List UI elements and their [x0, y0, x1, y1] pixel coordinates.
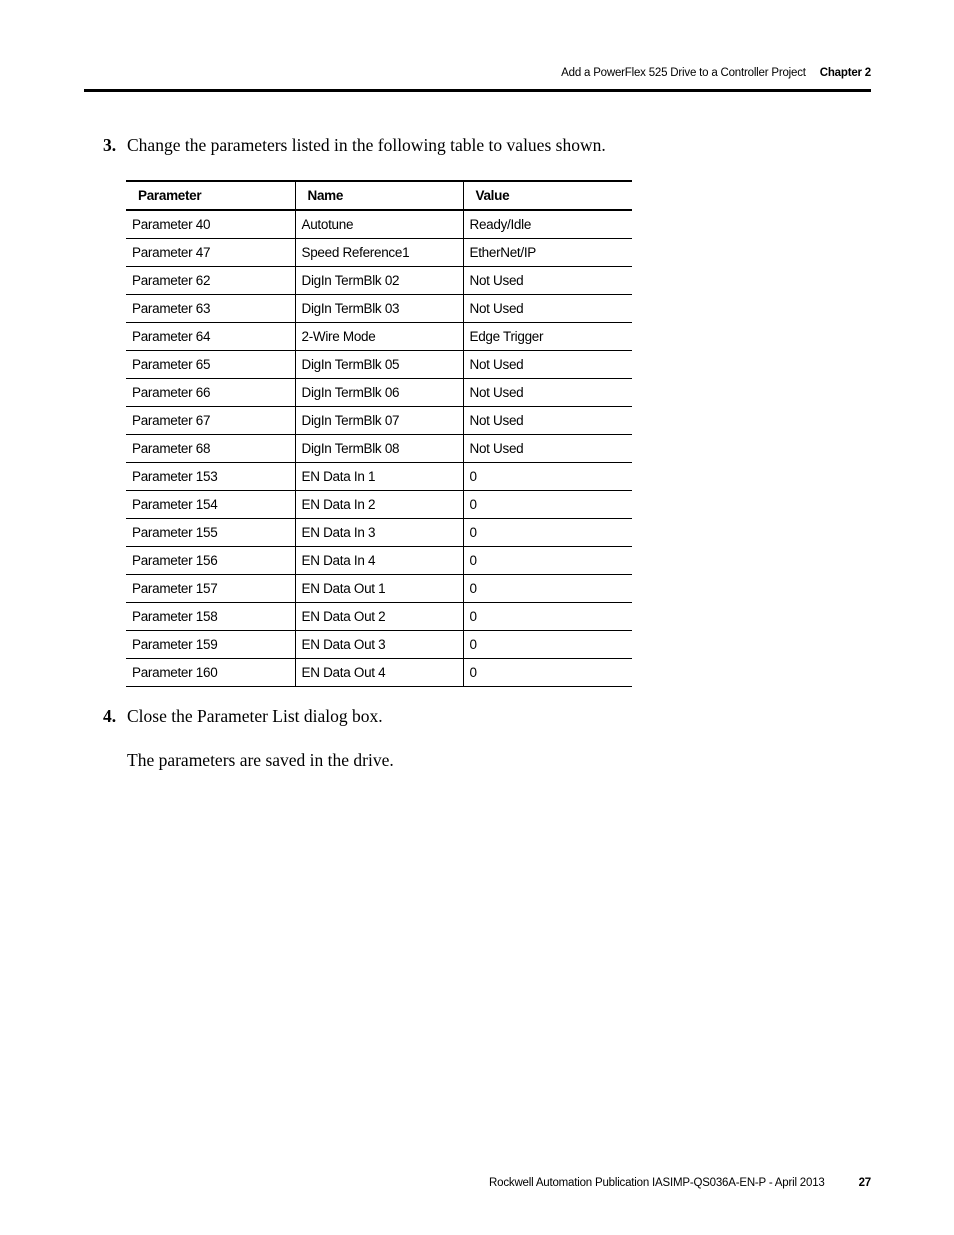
table-row [126, 603, 632, 631]
cell-value: Not Used [463, 295, 632, 323]
cell-name: EN Data Out 4 [295, 659, 463, 687]
page-footer [489, 1177, 871, 1189]
table-row [126, 407, 632, 435]
cell-parameter: Parameter 156 [126, 547, 295, 575]
cell-value: Ready/Idle [463, 210, 632, 239]
cell-name: Speed Reference1 [295, 239, 463, 267]
table-row [126, 435, 632, 463]
table-row [126, 463, 632, 491]
cell-name: Autotune [295, 210, 463, 239]
parameters-table [126, 180, 632, 687]
cell-parameter: Parameter 68 [126, 435, 295, 463]
cell-parameter: Parameter 67 [126, 407, 295, 435]
cell-value: 0 [463, 575, 632, 603]
cell-name: EN Data Out 2 [295, 603, 463, 631]
table-header-value: Value [463, 181, 632, 210]
cell-name: DigIn TermBlk 02 [295, 267, 463, 295]
cell-value: Not Used [463, 407, 632, 435]
table-row [126, 575, 632, 603]
cell-value: EtherNet/IP [463, 239, 632, 267]
cell-name: DigIn TermBlk 05 [295, 351, 463, 379]
cell-value: 0 [463, 463, 632, 491]
cell-name: DigIn TermBlk 07 [295, 407, 463, 435]
table-header-parameter: Parameter [126, 181, 295, 210]
cell-value: Edge Trigger [463, 323, 632, 351]
cell-parameter: Parameter 159 [126, 631, 295, 659]
table-row [126, 267, 632, 295]
table-row [126, 295, 632, 323]
table-row [126, 547, 632, 575]
table-row [126, 491, 632, 519]
cell-name: DigIn TermBlk 03 [295, 295, 463, 323]
step-3 [103, 135, 606, 156]
cell-parameter: Parameter 157 [126, 575, 295, 603]
cell-name: EN Data In 4 [295, 547, 463, 575]
cell-parameter: Parameter 66 [126, 379, 295, 407]
table-body [126, 210, 632, 687]
table-row [126, 519, 632, 547]
cell-value: 0 [463, 631, 632, 659]
step-number: 3. [103, 135, 117, 155]
cell-parameter: Parameter 47 [126, 239, 295, 267]
header-rule [84, 89, 871, 92]
running-header [561, 67, 871, 79]
table-row [126, 379, 632, 407]
result-text: The parameters are saved in the drive. [127, 750, 394, 770]
cell-name: EN Data In 3 [295, 519, 463, 547]
cell-value: 0 [463, 519, 632, 547]
cell-value: Not Used [463, 379, 632, 407]
table-header-row [126, 181, 632, 210]
table-header-name: Name [295, 181, 463, 210]
table-row [126, 659, 632, 687]
table-row [126, 631, 632, 659]
step-text: Close the Parameter List dialog box. [127, 706, 383, 726]
cell-value: 0 [463, 491, 632, 519]
cell-parameter: Parameter 154 [126, 491, 295, 519]
cell-parameter: Parameter 155 [126, 519, 295, 547]
cell-name: EN Data Out 3 [295, 631, 463, 659]
header-section-title: Add a PowerFlex 525 Drive to a Controller Project [561, 67, 806, 79]
cell-value: Not Used [463, 267, 632, 295]
cell-value: Not Used [463, 435, 632, 463]
cell-parameter: Parameter 153 [126, 463, 295, 491]
cell-parameter: Parameter 158 [126, 603, 295, 631]
step-number: 4. [103, 706, 117, 726]
header-chapter: Chapter 2 [819, 67, 871, 79]
cell-parameter: Parameter 63 [126, 295, 295, 323]
cell-value: 0 [463, 547, 632, 575]
cell-value: 0 [463, 659, 632, 687]
table-row [126, 239, 632, 267]
cell-value: Not Used [463, 351, 632, 379]
step-4 [103, 706, 383, 727]
cell-name: EN Data In 1 [295, 463, 463, 491]
cell-parameter: Parameter 160 [126, 659, 295, 687]
cell-parameter: Parameter 40 [126, 210, 295, 239]
table-row [126, 210, 632, 239]
cell-parameter: Parameter 62 [126, 267, 295, 295]
cell-name: EN Data Out 1 [295, 575, 463, 603]
cell-value: 0 [463, 603, 632, 631]
cell-name: EN Data In 2 [295, 491, 463, 519]
page-number: 27 [858, 1177, 871, 1189]
cell-parameter: Parameter 65 [126, 351, 295, 379]
cell-name: DigIn TermBlk 08 [295, 435, 463, 463]
cell-name: 2-Wire Mode [295, 323, 463, 351]
step-text: Change the parameters listed in the following table to values shown. [127, 135, 606, 155]
cell-parameter: Parameter 64 [126, 323, 295, 351]
table-row [126, 351, 632, 379]
footer-publication: Rockwell Automation Publication IASIMP-QS036A-EN-P - April 2013 [489, 1177, 825, 1189]
cell-name: DigIn TermBlk 06 [295, 379, 463, 407]
table-row [126, 323, 632, 351]
